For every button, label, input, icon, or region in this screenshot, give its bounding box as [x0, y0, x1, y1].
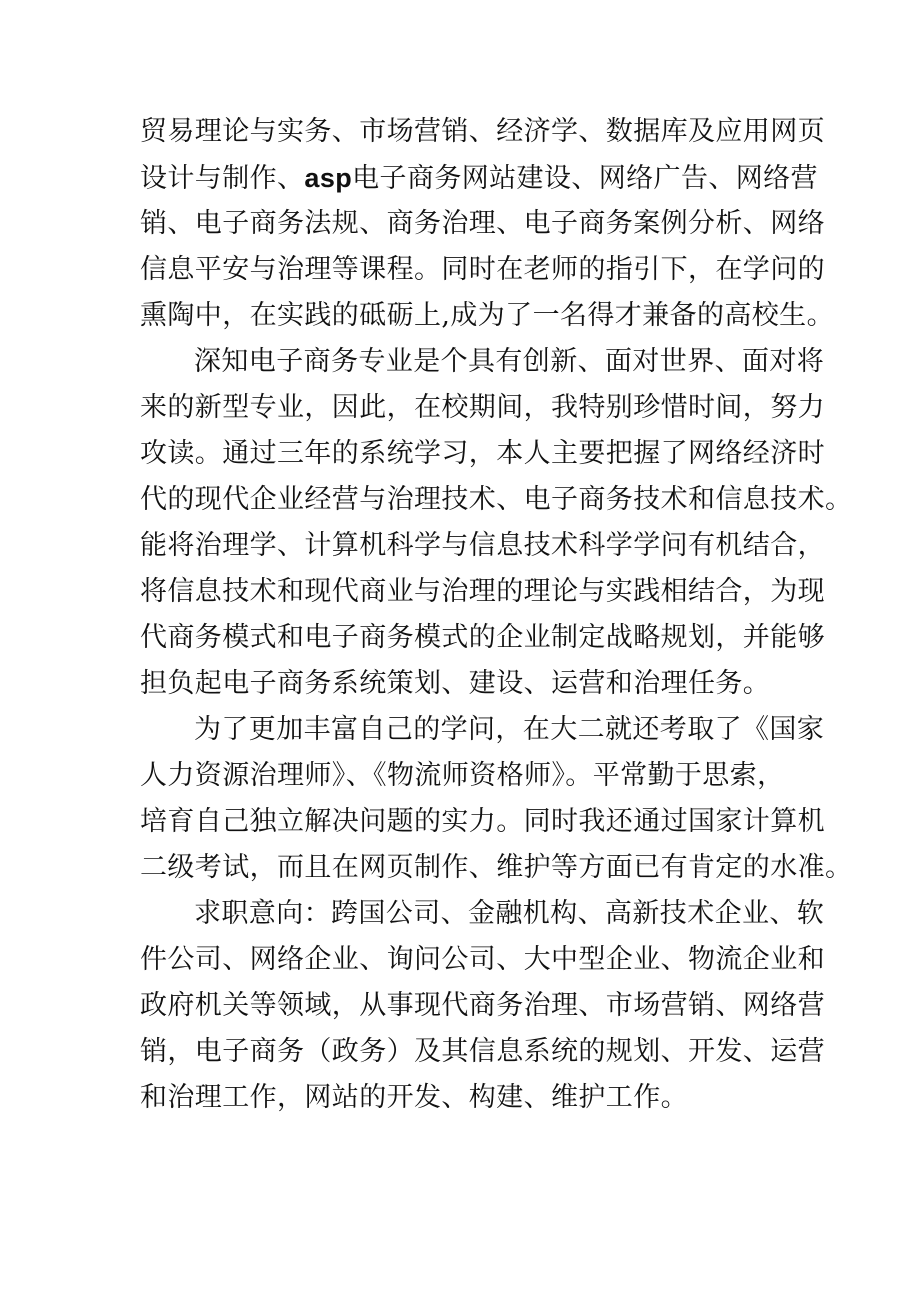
text-line: 担负起电子商务系统策划、建设、运营和治理任务。 — [140, 668, 771, 699]
text-line: 信息平安与治理等课程。同时在老师的指引下，在学问的 — [140, 254, 825, 285]
text-line: 件公司、网络企业、询问公司、大中型企业、物流企业和 — [140, 944, 825, 975]
text-segment: 电子商务网站建设、网络广告、网络营 — [352, 163, 818, 194]
text-line: 人力资源治理师》、《物流师资格师》。平常勤于思索， — [140, 760, 785, 791]
text-line — [140, 155, 818, 201]
text-line: 能将治理学、计算机科学与信息技术科学学问有机结合， — [140, 530, 825, 561]
text-line: 销，电子商务（政务）及其信息系统的规划、开发、运营 — [140, 1036, 825, 1067]
paragraph-first-line: 深知电子商务专业是个具有创新、面对世界、面对将 — [194, 346, 825, 377]
text-segment: 设计与制作、 — [140, 163, 305, 194]
text-line: 熏陶中，在实践的砥砺上,成为了一名得才兼备的高校生。 — [140, 300, 834, 331]
text-segment-latin: asp — [304, 163, 353, 193]
text-line: 来的新型专业，因此，在校期间，我特别珍惜时间，努力 — [140, 392, 825, 423]
paragraph-first-line: 为了更加丰富自己的学问，在大二就还考取了《国家 — [194, 714, 825, 745]
text-line: 代的现代企业经营与治理技术、电子商务技术和信息技术。 — [140, 484, 853, 515]
text-line: 攻读。通过三年的系统学习，本人主要把握了网络经济时 — [140, 438, 825, 469]
text-line: 政府机关等领域，从事现代商务治理、市场营销、网络营 — [140, 990, 825, 1021]
text-line: 将信息技术和现代商业与治理的理论与实践相结合，为现 — [140, 576, 825, 607]
paragraph-first-line: 求职意向：跨国公司、金融机构、高新技术企业、软 — [194, 898, 825, 929]
document-body — [140, 109, 853, 1121]
text-line: 代商务模式和电子商务模式的企业制定战略规划，并能够 — [140, 622, 825, 653]
text-line: 培育自己独立解决问题的实力。同时我还通过国家计算机 — [140, 806, 825, 837]
text-line: 销、电子商务法规、商务治理、电子商务案例分析、网络 — [140, 208, 825, 239]
text-line: 二级考试，而且在网页制作、维护等方面已有肯定的水准。 — [140, 852, 853, 883]
text-line: 贸易理论与实务、市场营销、经济学、数据库及应用网页 — [140, 116, 825, 147]
text-line: 和治理工作，网站的开发、构建、维护工作。 — [140, 1082, 688, 1113]
